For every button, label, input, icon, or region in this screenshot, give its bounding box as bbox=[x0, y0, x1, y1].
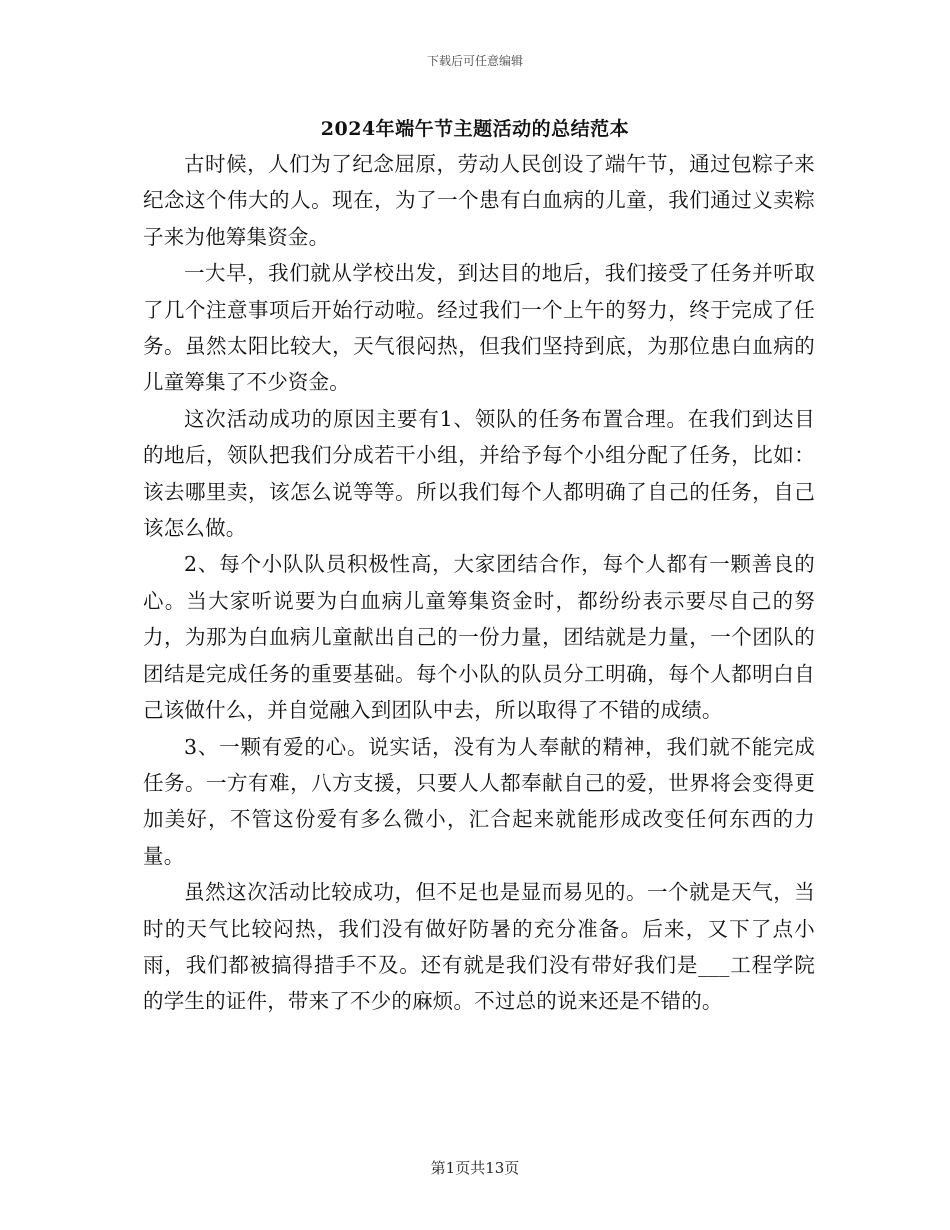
paragraph: 虽然这次活动比较成功，但不足也是显而易见的。一个就是天气，当时的天气比较闷热，我们没有做好防暑的充分准备。后来，又下了点小雨，我们都被搞得措手不及。还有就是我们没有带好我们是___工程学院的学生的证件，带来了不少的麻烦。不过总的说来还是不错的。 bbox=[143, 880, 815, 1014]
paragraph: 古时候，人们为了纪念屈原，劳动人民创设了端午节，通过包粽子来纪念这个伟大的人。现在，为了一个患有白血病的儿童，我们通过义卖粽子来为他筹集资金。 bbox=[143, 152, 815, 249]
document-body bbox=[143, 146, 815, 1020]
header-note: 下载后可任意编辑 bbox=[426, 54, 523, 68]
paragraph: 2、每个小队队员积极性高，大家团结合作，每个人都有一颗善良的心。当大家听说要为白血病儿童筹集资金时，都纷纷表示要尽自己的努力，为那为白血病儿童献出自己的一份力量，团结就是力量，一个团队的团结是完成任务的重要基础。每个小队的队员分工明确，每个人都明白自己该做什么，并自觉融入到团队中去，所以取得了不错的成绩。 bbox=[143, 552, 815, 723]
paragraph: 这次活动成功的原因主要有1、领队的任务布置合理。在我们到达目的地后，领队把我们分成若干小组，并给予每个小组分配了任务，比如：该去哪里卖，该怎么说等等。所以我们每个人都明确了自己的任务，自己该怎么做。 bbox=[143, 406, 815, 541]
page-indicator: 第1页共13页 bbox=[430, 1159, 520, 1177]
paragraph: 一大早，我们就从学校出发，到达目的地后，我们接受了任务并听取了几个注意事项后开始行动啦。经过我们一个上午的努力，终于完成了任务。虽然太阳比较大，天气很闷热，但我们坚持到底，为那位患白血病的儿童筹集了不少资金。 bbox=[143, 261, 815, 395]
document-title: 2024年端午节主题活动的总结范本 bbox=[320, 118, 630, 140]
paragraph: 3、一颗有爱的心。说实话，没有为人奉献的精神，我们就不能完成任务。一方有难，八方支援，只要人人都奉献自己的爱，世界将会变得更加美好，不管这份爱有多么微小，汇合起来就能形成改变任何东西的力量。 bbox=[143, 734, 815, 868]
